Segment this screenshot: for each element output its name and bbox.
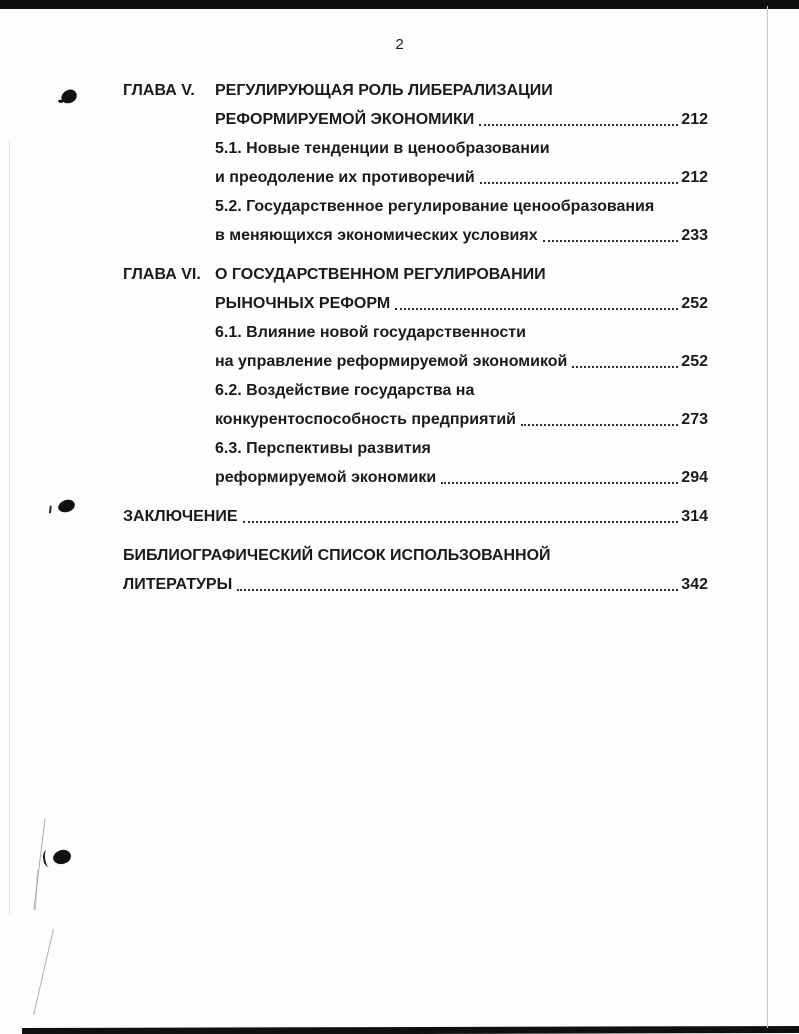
dot-leader [237, 589, 678, 591]
toc-chapter-line [123, 76, 708, 105]
toc-entry-line [123, 163, 708, 192]
entry-text: 5.2. Государственное регулирование ценообразования [215, 198, 655, 215]
ink-smudge [59, 88, 78, 105]
chapter-label: ГЛАВА V. [123, 82, 195, 99]
toc-entry-line [123, 347, 708, 376]
page-ref: 294 [681, 469, 708, 486]
page-ref: 273 [681, 411, 708, 428]
toc-backmatter-line [123, 502, 708, 531]
chapter-label: ГЛАВА VI. [123, 266, 201, 283]
dot-leader [521, 424, 678, 426]
entry-text: О ГОСУДАРСТВЕННОМ РЕГУЛИРОВАНИИ [215, 266, 546, 283]
dot-leader [395, 308, 678, 310]
ink-smudge [52, 849, 72, 865]
toc-entry-line [123, 134, 708, 163]
toc-entry-line [123, 434, 708, 463]
scan-hairline [35, 870, 38, 910]
scan-edge-right-line [767, 6, 768, 1028]
entry-text: РЕГУЛИРУЮЩАЯ РОЛЬ ЛИБЕРАЛИЗАЦИИ [215, 82, 553, 99]
dot-leader [243, 521, 679, 523]
entry-text: РЕФОРМИРУЕМОЙ ЭКОНОМИКИ [215, 111, 475, 128]
entry-text: и преодоление их противоречий [215, 169, 475, 186]
toc-entry-line [123, 405, 708, 434]
toc-backmatter-line [123, 570, 708, 599]
scan-edge-left-line [9, 140, 10, 914]
dot-leader [479, 124, 678, 126]
entry-text: 6.2. Воздействие государства на [215, 382, 475, 399]
table-of-contents [123, 76, 708, 599]
entry-text: реформируемой экономики [215, 469, 437, 486]
dot-leader [480, 182, 679, 184]
toc-backmatter-line [123, 541, 708, 570]
entry-text: в меняющихся экономических условиях [215, 227, 538, 244]
scan-edge-top-bar [0, 0, 799, 9]
entry-text: БИБЛИОГРАФИЧЕСКИЙ СПИСОК ИСПОЛЬЗОВАННОЙ [123, 547, 551, 564]
entry-text: 6.3. Перспективы развития [215, 440, 431, 457]
toc-chapter-line [123, 260, 708, 289]
toc-entry-line [123, 192, 708, 221]
page-ref: 233 [681, 227, 708, 244]
ink-smudge [57, 498, 76, 513]
entry-text: РЫНОЧНЫХ РЕФОРМ [215, 295, 391, 312]
entry-text: ЗАКЛЮЧЕНИЕ [123, 508, 238, 525]
entry-text: 5.1. Новые тенденции в ценообразовании [215, 140, 550, 157]
page-ref: 314 [681, 508, 708, 525]
toc-entry-line [123, 376, 708, 405]
scan-edge-bottom-bar [22, 1026, 799, 1034]
toc-entry-line [123, 289, 708, 318]
page-ref: 212 [681, 169, 708, 186]
toc-entry-line [123, 221, 708, 250]
page-number: 2 [395, 36, 404, 53]
dot-leader [441, 482, 678, 484]
toc-entry-line [123, 463, 708, 492]
dot-leader [543, 240, 679, 242]
page-ref: 342 [681, 576, 708, 593]
entry-text: на управление реформируемой экономикой [215, 353, 568, 370]
entry-text: конкурентоспособность предприятий [215, 411, 516, 428]
entry-text: 6.1. Влияние новой государственности [215, 324, 526, 341]
dot-leader [572, 366, 678, 368]
toc-entry-line [123, 105, 708, 134]
page-ref: 252 [681, 295, 708, 312]
scan-hairline [33, 929, 54, 1015]
page-ref: 212 [681, 111, 708, 128]
entry-text: ЛИТЕРАТУРЫ [123, 576, 233, 593]
page-ref: 252 [681, 353, 708, 370]
toc-entry-line [123, 318, 708, 347]
